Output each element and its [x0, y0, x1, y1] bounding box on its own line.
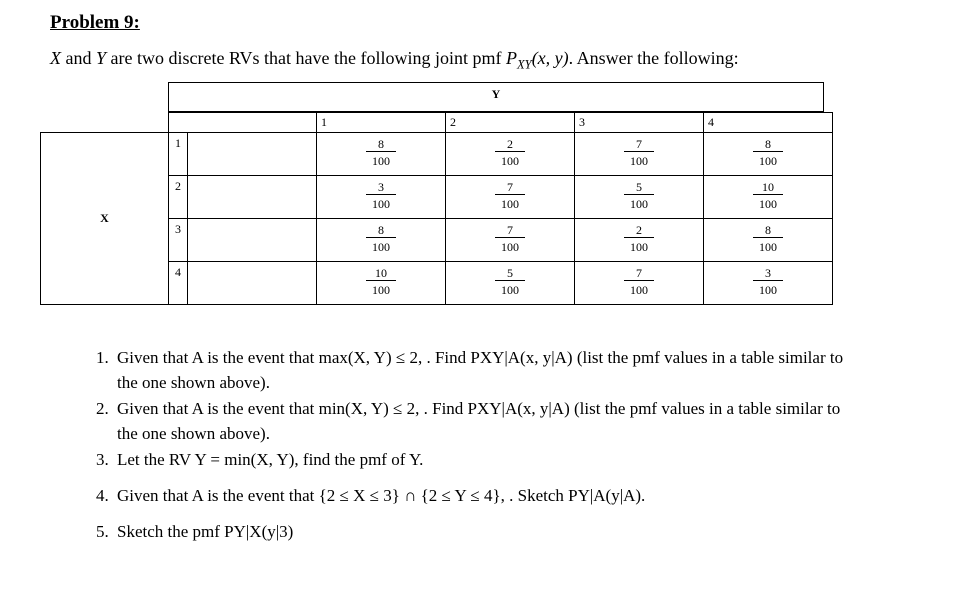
- denominator: 100: [630, 240, 648, 254]
- pmf-cell: [704, 133, 833, 176]
- denominator: 100: [630, 197, 648, 211]
- pmf-cell: [704, 176, 833, 219]
- x-value-4: 4: [169, 262, 188, 305]
- question-item: 2. Given that A is the event that min(X, Y) ≤ 2, . Find PXY|A(x, y|A) (list the pmf values in a table similar to the one shown above).: [113, 396, 853, 446]
- pmf-cell: [446, 176, 575, 219]
- y-value-1: 1: [317, 113, 446, 133]
- denominator: 100: [630, 154, 648, 168]
- numerator: 7: [624, 137, 654, 152]
- intro-tail: . Answer the following:: [568, 48, 739, 68]
- pmf-cell: [317, 133, 446, 176]
- numerator: 8: [366, 223, 396, 238]
- numerator: 2: [495, 137, 525, 152]
- intro-pmf-subscript: XY: [516, 57, 532, 72]
- corner-blank-2: [169, 113, 317, 133]
- numerator: 7: [495, 180, 525, 195]
- pmf-cell: [317, 219, 446, 262]
- denominator: 100: [501, 240, 519, 254]
- pmf-cell: [317, 262, 446, 305]
- numerator: 7: [624, 266, 654, 281]
- question-item: 1. Given that A is the event that max(X, Y) ≤ 2, . Find PXY|A(x, y|A) (list the pmf values in a table similar to the one shown above).: [113, 345, 853, 395]
- numerator: 3: [366, 180, 396, 195]
- intro-and: and: [61, 48, 96, 68]
- pmf-cell: [704, 262, 833, 305]
- numerator: 8: [366, 137, 396, 152]
- pmf-cell: [575, 133, 704, 176]
- joint-pmf-table: [40, 112, 833, 305]
- y-value-3: 3: [575, 113, 704, 133]
- spacer-cell: [188, 262, 317, 305]
- x-value-2: 2: [169, 176, 188, 219]
- denominator: 100: [759, 154, 777, 168]
- table-row: [41, 133, 833, 176]
- y-value-4: 4: [704, 113, 833, 133]
- corner-blank: [41, 113, 169, 133]
- question-item: 5. Sketch the pmf PY|X(y|3): [113, 519, 853, 544]
- pmf-cell: [575, 176, 704, 219]
- denominator: 100: [759, 240, 777, 254]
- intro-x: X: [50, 48, 61, 68]
- denominator: 100: [501, 197, 519, 211]
- pmf-cell: [446, 262, 575, 305]
- intro-pmf-symbol: P: [505, 48, 517, 68]
- numerator: 3: [753, 266, 783, 281]
- numerator: 10: [366, 266, 396, 281]
- y-values-row: [41, 113, 833, 133]
- denominator: 100: [759, 283, 777, 297]
- numerator: 10: [753, 180, 783, 195]
- spacer-cell: [188, 219, 317, 262]
- pmf-cell: [446, 133, 575, 176]
- x-axis-label: X: [41, 133, 169, 305]
- y-header-table: [168, 82, 824, 112]
- pmf-cell: [704, 219, 833, 262]
- intro-pmf-args: (x, y): [531, 48, 569, 68]
- pmf-cell: [575, 219, 704, 262]
- y-axis-label: Y: [169, 83, 824, 112]
- denominator: 100: [630, 283, 648, 297]
- question-list: [80, 345, 853, 545]
- problem-intro: [50, 48, 739, 73]
- pmf-cell: [446, 219, 575, 262]
- intro-text: are two discrete RVs that have the following joint pmf: [106, 48, 506, 68]
- denominator: 100: [372, 197, 390, 211]
- question-item: 3. Let the RV Y = min(X, Y), find the pmf of Y.: [113, 447, 853, 472]
- x-value-1: 1: [169, 133, 188, 176]
- x-value-3: 3: [169, 219, 188, 262]
- numerator: 2: [624, 223, 654, 238]
- denominator: 100: [759, 197, 777, 211]
- intro-y: Y: [96, 48, 107, 68]
- denominator: 100: [501, 283, 519, 297]
- pmf-cell: [575, 262, 704, 305]
- question-item: 4. Given that A is the event that {2 ≤ X ≤ 3} ∩ {2 ≤ Y ≤ 4}, . Sketch PY|A(y|A).: [113, 483, 853, 508]
- numerator: 5: [624, 180, 654, 195]
- spacer-cell: [188, 133, 317, 176]
- numerator: 7: [495, 223, 525, 238]
- spacer-cell: [188, 176, 317, 219]
- y-value-2: 2: [446, 113, 575, 133]
- problem-title: Problem 9:: [50, 12, 140, 33]
- denominator: 100: [372, 154, 390, 168]
- denominator: 100: [372, 283, 390, 297]
- pmf-cell: [317, 176, 446, 219]
- numerator: 8: [753, 137, 783, 152]
- denominator: 100: [501, 154, 519, 168]
- numerator: 5: [495, 266, 525, 281]
- numerator: 8: [753, 223, 783, 238]
- denominator: 100: [372, 240, 390, 254]
